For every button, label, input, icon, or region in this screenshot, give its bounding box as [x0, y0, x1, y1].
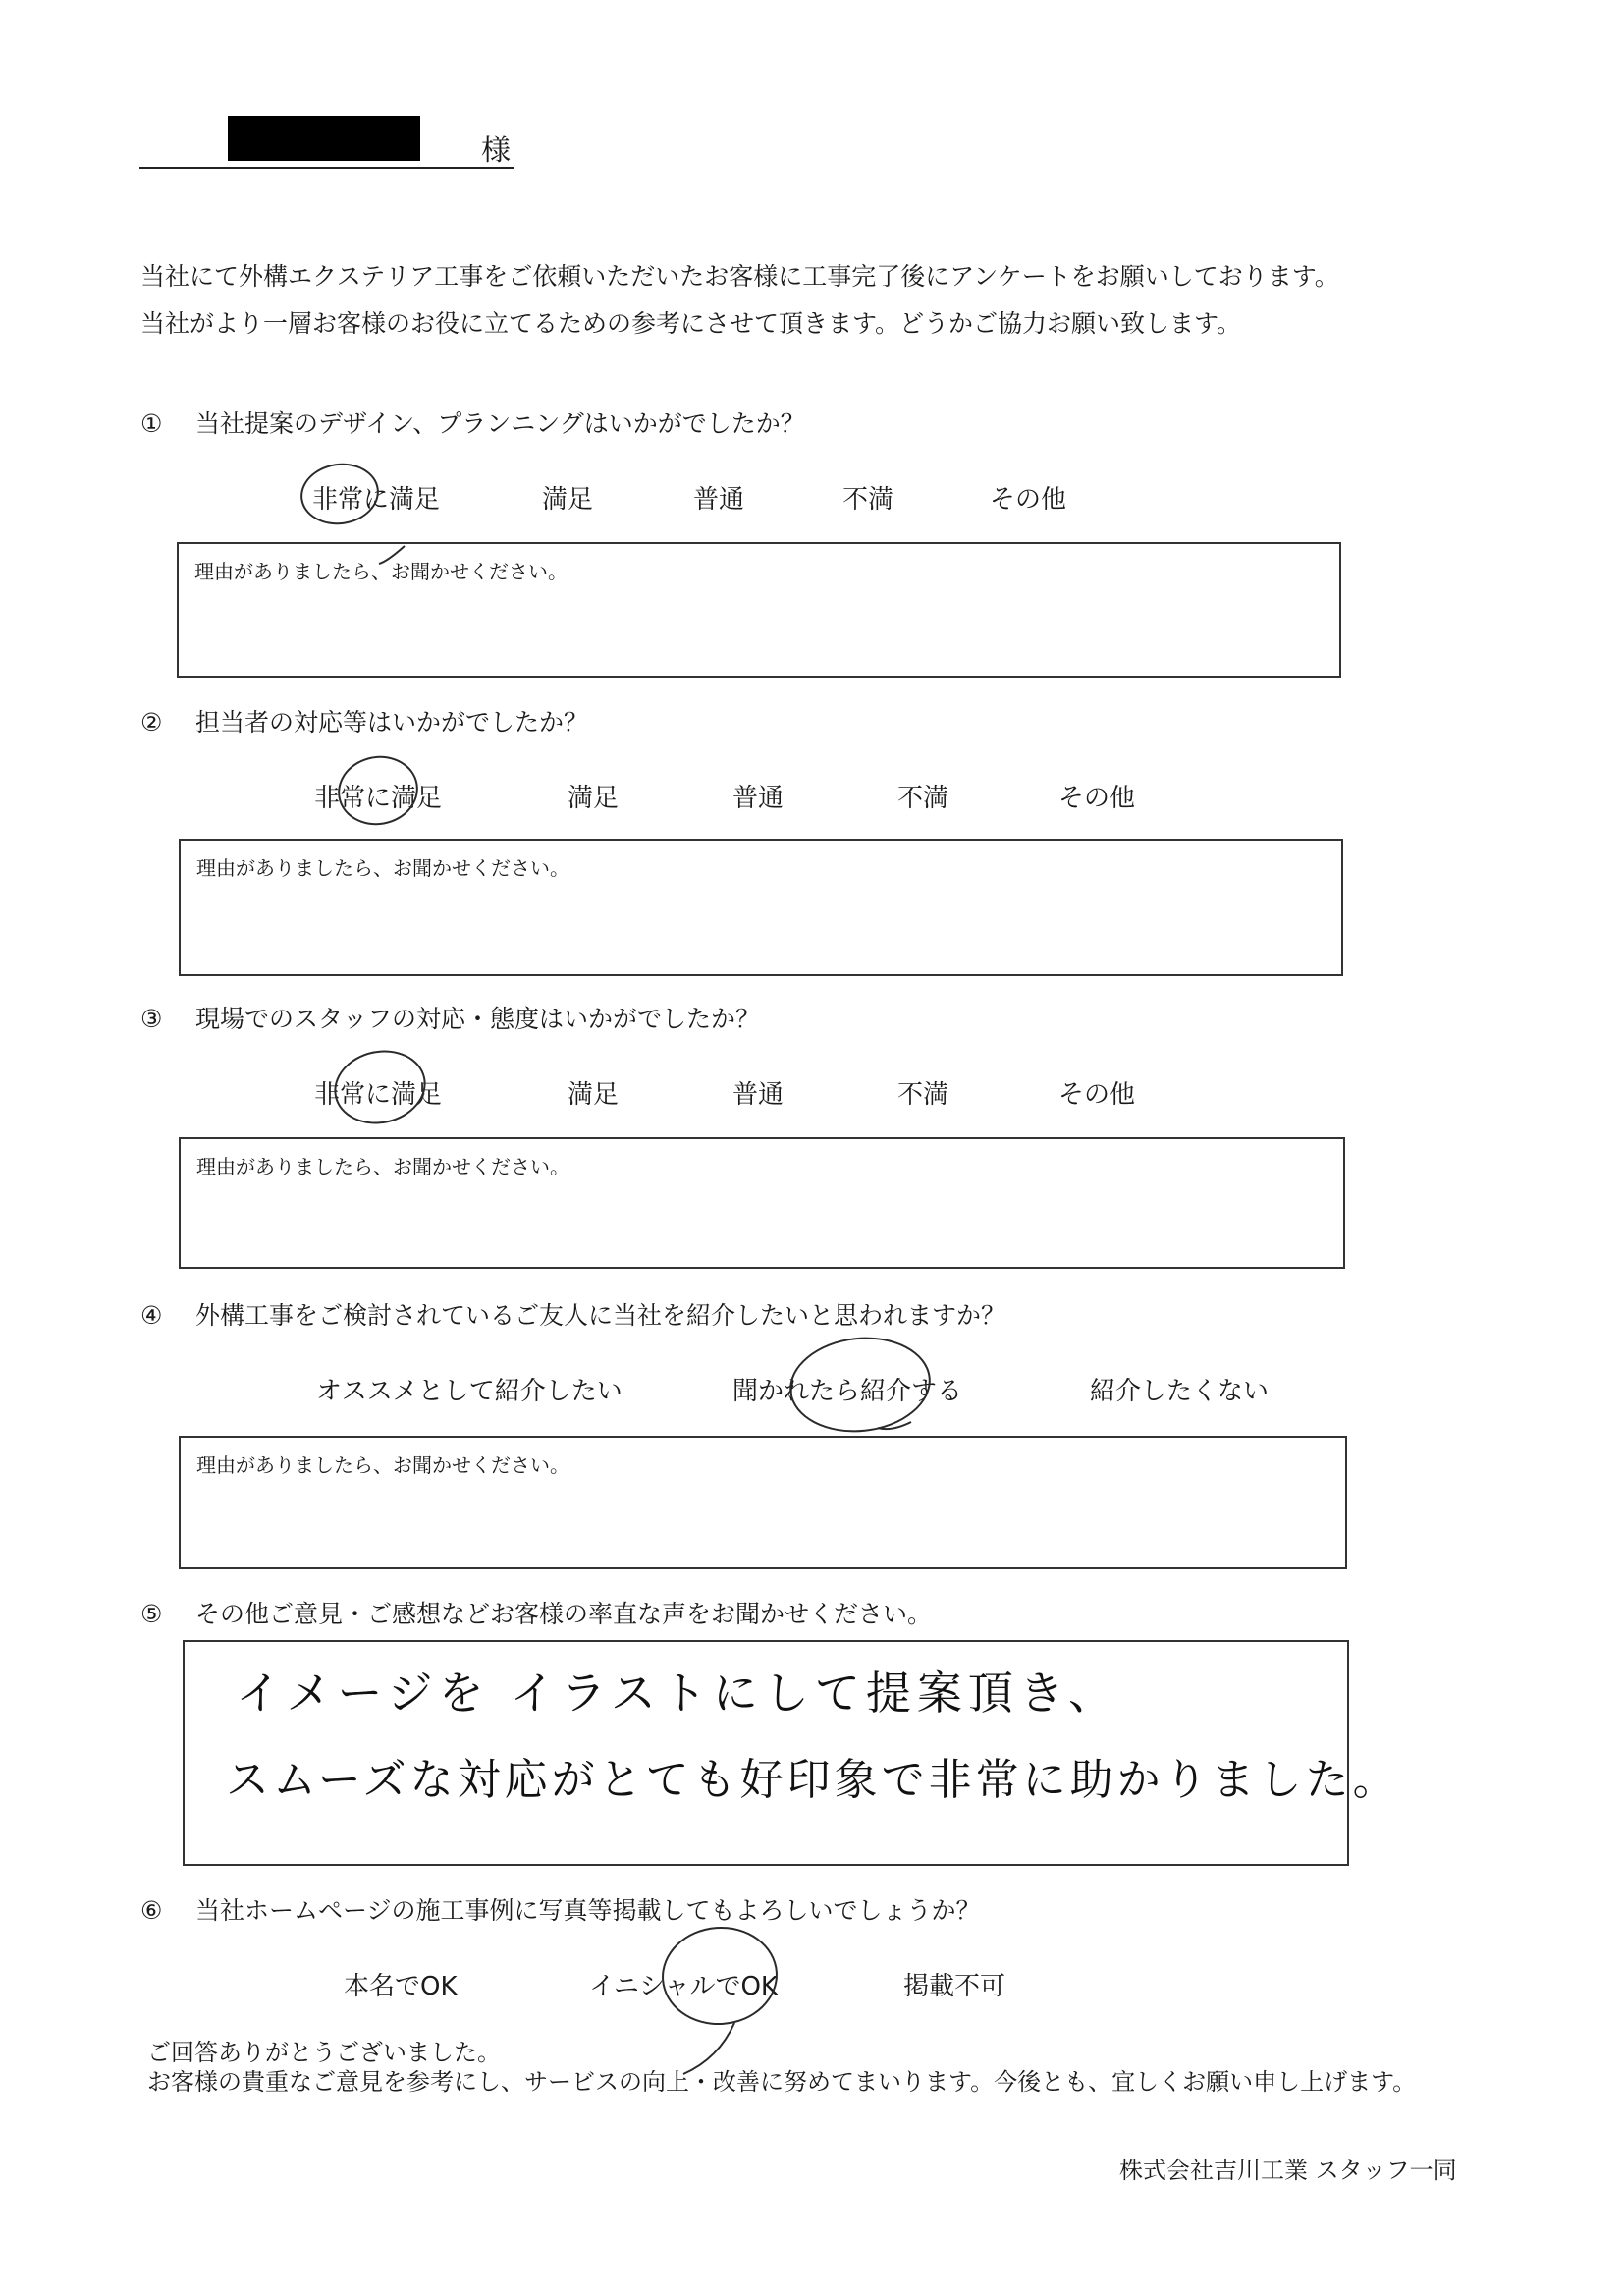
question-1-text: 当社提案のデザイン、プランニングはいかがでしたか？: [195, 410, 805, 438]
intro-line-1: 当社にて外構エクステリア工事をご依頼いただいたお客様に工事完了後にアンケートをお願いしております。: [140, 262, 1339, 291]
q1-option-very-satisfied[interactable]: 非常に満足: [312, 485, 441, 515]
question-1-number: ①: [140, 410, 163, 438]
question-5-number: ⑤: [140, 1600, 163, 1628]
question-6-number: ⑥: [140, 1896, 163, 1925]
q2-option-normal[interactable]: 普通: [732, 784, 785, 813]
q2-circle-tail: [379, 546, 405, 564]
question-2-number: ②: [140, 708, 163, 737]
q4-reason-placeholder: 理由がありましたら、お聞かせください。: [196, 1453, 569, 1477]
q1-option-satisfied[interactable]: 満足: [542, 485, 594, 515]
closing-line-2: お客様の貴重なご意見を参考にし、サービスの向上・改善に努めてまいります。今後とも、宜しくお願い申し上げます。: [147, 2068, 1417, 2096]
question-4-text: 外構工事をご検討されているご友人に当社を紹介したいと思われますか？: [195, 1301, 1006, 1330]
q6-option-no-publish[interactable]: 掲載不可: [903, 1972, 1006, 2001]
q1-option-other[interactable]: その他: [990, 485, 1067, 515]
q2-option-other[interactable]: その他: [1058, 784, 1136, 813]
q5-handwritten-line-1: イメージを イラストにして提案頂き、: [236, 1667, 1120, 1720]
q3-option-dissatisfied[interactable]: 不満: [897, 1080, 949, 1110]
q2-option-satisfied[interactable]: 満足: [568, 784, 620, 813]
q4-option-not-recommend[interactable]: 紹介したくない: [1090, 1377, 1270, 1406]
q4-option-if-asked[interactable]: 聞かれたら紹介する: [732, 1377, 963, 1406]
question-3-number: ③: [140, 1005, 163, 1033]
company-signature: 株式会社吉川工業 スタッフ一同: [1119, 2157, 1457, 2184]
honorific: 様: [481, 134, 511, 168]
q3-reason-placeholder: 理由がありましたら、お聞かせください。: [196, 1155, 569, 1178]
closing-line-1: ご回答ありがとうございました。: [147, 2039, 501, 2066]
q6-option-initials[interactable]: イニシャルでOK: [589, 1972, 778, 2001]
q2-option-very-satisfied[interactable]: 非常に満足: [314, 784, 443, 813]
question-4-number: ④: [140, 1301, 163, 1330]
q2-reason-placeholder: 理由がありましたら、お聞かせください。: [196, 856, 569, 880]
q5-handwritten-line-2: スムーズな対応がとても好印象で非常に助かりました。: [226, 1755, 1400, 1805]
q1-option-normal[interactable]: 普通: [693, 485, 745, 515]
q1-option-dissatisfied[interactable]: 不満: [842, 485, 894, 515]
q3-option-very-satisfied[interactable]: 非常に満足: [314, 1080, 443, 1110]
question-2-text: 担当者の対応等はいかがでしたか？: [195, 708, 589, 737]
question-6-text: 当社ホームページの施工事例に写真等掲載してもよろしいでしょうか？: [195, 1896, 981, 1925]
q4-circle-tail: [878, 1422, 911, 1429]
q1-reason-placeholder: 理由がありましたら、お聞かせください。: [194, 560, 568, 583]
q2-option-dissatisfied[interactable]: 不満: [897, 784, 949, 813]
q3-option-satisfied[interactable]: 満足: [568, 1080, 620, 1110]
question-3-text: 現場でのスタッフの対応・態度はいかがでしたか？: [195, 1005, 761, 1033]
q4-option-recommend[interactable]: オススメとして紹介したい: [316, 1377, 623, 1406]
q6-option-real-name[interactable]: 本名でOK: [344, 1972, 458, 2001]
question-5-text: その他ご意見・ご感想などお客様の率直な声をお聞かせください。: [195, 1600, 933, 1628]
q3-option-normal[interactable]: 普通: [732, 1080, 785, 1110]
q3-option-other[interactable]: その他: [1058, 1080, 1136, 1110]
intro-line-2: 当社がより一層お客様のお役に立てるための参考にさせて頂きます。どうかご協力お願い致します。: [140, 309, 1242, 338]
